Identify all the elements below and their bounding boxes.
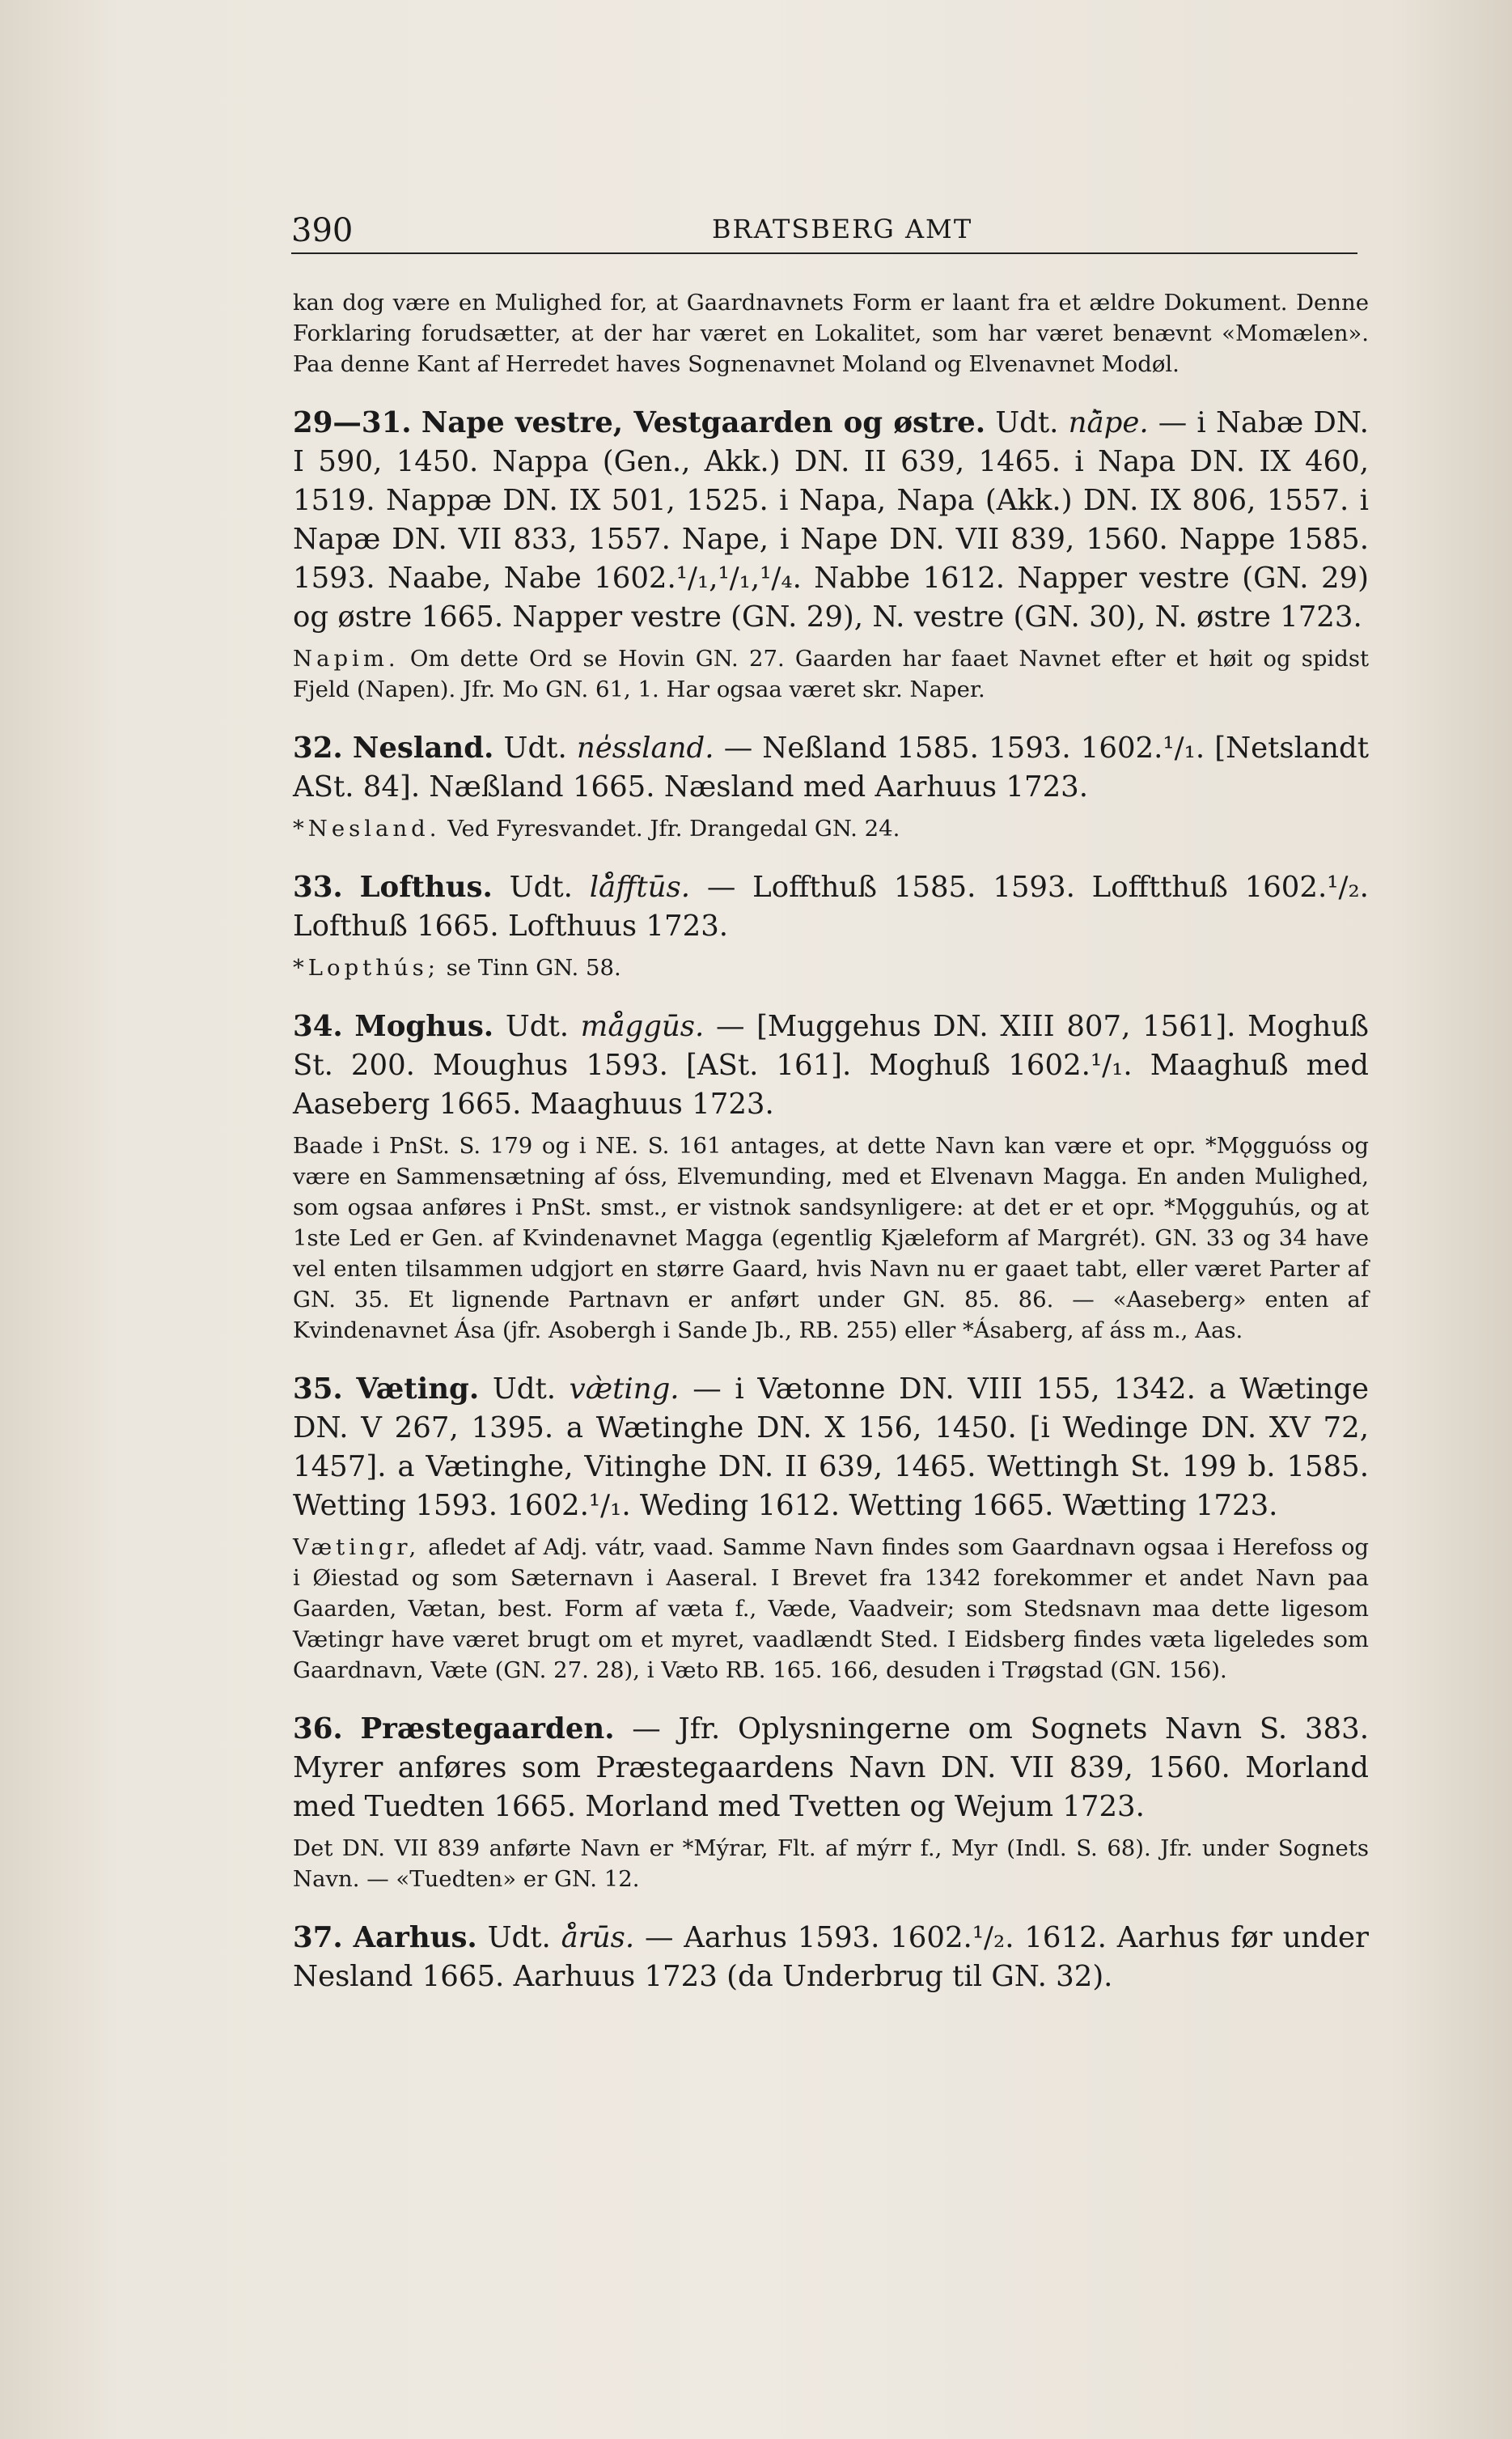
pronunciation: må̀ggūs.	[580, 1010, 705, 1043]
pronunciation: lå̀fftūs.	[589, 871, 690, 904]
pronunciation: væ̀ting.	[569, 1372, 680, 1406]
entry-name: Aarhus.	[353, 1921, 477, 1954]
entry-note	[293, 1532, 1369, 1686]
pronunciation: nā̀pe.	[1068, 406, 1149, 439]
entry-name: Væting.	[356, 1372, 480, 1406]
pronunciation: ne̍ssland.	[576, 732, 714, 765]
entry-35	[293, 1370, 1369, 1686]
entry-text: — Aarhus 1593. 1602.¹/₂. 1612. Aarhus før under Nesland 1665. Aarhuus 1723 (da Underbrug til GN. 32).	[293, 1921, 1369, 1993]
entry-main	[293, 1919, 1369, 1996]
page-header	[291, 212, 1357, 254]
entry-number: 37.	[293, 1921, 343, 1954]
note-text: Ved Fyresvandet. Jfr. Drangedal GN. 24.	[447, 816, 900, 842]
entry-text: — i Vætonne DN. VIII 155, 1342. a Wætinge DN. V 267, 1395. a Wætinghe DN. X 156, 1450. [i Wedinge DN. XV 72, 1457]. a Vætinghe, Vitinghe DN. II 639, 1465. Wettingh St. 199 b. 1585. Wetting 1593. 1602.¹/₁. Weding 1612. Wetting 1665. Wætting 1723.	[293, 1372, 1369, 1522]
entry-main	[293, 1007, 1369, 1124]
entry-number: 33.	[293, 871, 343, 904]
pronunciation: å̀rūs.	[561, 1921, 635, 1954]
entry-note	[293, 952, 1369, 983]
udt-label: Udt.	[487, 1921, 551, 1954]
note-head: *Nesland.	[293, 816, 441, 842]
entry-name: Præstegaarden.	[360, 1712, 615, 1745]
udt-label: Udt.	[503, 732, 567, 765]
entry-main	[293, 1370, 1369, 1525]
entry-text: — Jfr. Oplysningerne om Sognets Navn S. 383. Myrer anføres som Præstegaardens Navn DN. VII 839, 1560. Morland med Tuedten 1665. Morland med Tvetten og Wejum 1723.	[293, 1712, 1369, 1823]
entry-37	[293, 1919, 1369, 1996]
entry-number: 34.	[293, 1010, 343, 1043]
entry-name: Nape vestre, Vestgaarden og østre.	[421, 406, 986, 439]
entry-number: 29—31.	[293, 406, 412, 439]
entry-name: Moghus.	[354, 1010, 494, 1043]
entry-32	[293, 729, 1369, 844]
note-head: Napim.	[293, 646, 400, 672]
note-head: *Lopthús;	[293, 955, 440, 981]
entry-36	[293, 1710, 1369, 1894]
entry-33	[293, 868, 1369, 983]
entry-text: — [Muggehus DN. XIII 807, 1561]. Moghuß St. 200. Moughus 1593. [ASt. 161]. Moghuß 1602.¹/₁. Maaghuß med Aaseberg 1665. Maaghuus 1723.	[293, 1010, 1369, 1121]
running-title: BRATSBERG AMT	[712, 214, 973, 244]
entry-note	[293, 1130, 1369, 1346]
udt-label: Udt.	[995, 406, 1059, 439]
note-text: se Tinn GN. 58.	[446, 955, 621, 981]
entry-note	[293, 1833, 1369, 1894]
intro-paragraph: kan dog være en Mulighed for, at Gaardnavnets Form er laant fra et ældre Dokument. Denne Forklaring forudsætter, at der har været en Lokalitet, som har været benævnt «Momælen». Paa denne Kant af Herredet haves Sognenavnet Moland og Elvenavnet Modøl.	[293, 290, 1369, 377]
entry-text: — Loffthuß 1585. 1593. Lofftthuß 1602.¹/₂. Lofthuß 1665. Lofthuus 1723.	[293, 871, 1369, 943]
udt-label: Udt.	[492, 1372, 557, 1406]
entry-number: 36.	[293, 1712, 343, 1745]
note-text: afledet af Adj. vátr, vaad. Samme Navn findes som Gaardnavn ogsaa i Herefoss og i Øiestad og som Sæternavn i Aaseral. I Brevet fra 1342 forekommer et andet Navn paa Gaarden, Vætan, best. Form af væta f., Væde, Vaadveir; som Stedsnavn maa dette ligesom Vætingr have været brugt om et myret, vaadlændt Sted. I Eidsberg findes væta ligeledes som Gaardnavn, Væte (GN. 27. 28), i Væto RB. 165. 166, desuden i Trøgstad (GN. 156).	[293, 1534, 1369, 1683]
udt-label: Udt.	[505, 1010, 570, 1043]
note-head: Vætingr,	[293, 1534, 421, 1560]
entry-main	[293, 729, 1369, 807]
entry-number: 35.	[293, 1372, 343, 1406]
note-text: Om dette Ord se Hovin GN. 27. Gaarden har faaet Navnet efter et høit og spidst Fjeld (Napen). Jfr. Mo GN. 61, 1. Har ogsaa været skr. Naper.	[293, 646, 1369, 702]
entry-main	[293, 1710, 1369, 1826]
entry-34	[293, 1007, 1369, 1346]
entry-29-31	[293, 404, 1369, 705]
page-body	[293, 287, 1369, 1996]
entry-name: Lofthus.	[359, 871, 493, 904]
udt-label: Udt.	[509, 871, 573, 904]
entry-text: — i Nabæ DN. I 590, 1450. Nappa (Gen., Akk.) DN. II 639, 1465. i Napa DN. IX 460, 1519. Nappæ DN. IX 501, 1525. i Napa, Napa (Akk.) DN. IX 806, 1557. i Napæ DN. VII 833, 1557. Nape, i Nape DN. VII 839, 1560. Nappe 1585. 1593. Naabe, Nabe 1602.¹/₁,¹/₁,¹/₄. Nabbe 1612. Napper vestre (GN. 29) og østre 1665. Napper vestre (GN. 29), N. vestre (GN. 30), N. østre 1723.	[293, 406, 1369, 634]
entry-note	[293, 813, 1369, 844]
page-number: 390	[291, 212, 354, 249]
note-text: Baade i PnSt. S. 179 og i NE. S. 161 antages, at dette Navn kan være et opr. *Mǫgguóss og være en Sammensætning af óss, Elvemunding, med et Elvenavn Magga. En anden Mulighed, som ogsaa anføres i PnSt. smst., er vistnok sandsynligere: at det er et opr. *Mǫgguhús, og at 1ste Led er Gen. af Kvindenavnet Magga (egentlig Kjæleform af Margrét). GN. 33 og 34 have vel enten tilsammen udgjort en større Gaard, hvis Navn nu er gaaet tabt, eller været Parter af GN. 35. Et lignende Partnavn er anført under GN. 85. 86. — «Aaseberg» enten af Kvindenavnet Ása (jfr. Asobergh i Sande Jb., RB. 255) eller *Ásaberg, af áss m., Aas.	[293, 1133, 1369, 1343]
note-text: Det DN. VII 839 anførte Navn er *Mýrar, Flt. af mýrr f., Myr (Indl. S. 68). Jfr. under Sognets Navn. — «Tuedten» er GN. 12.	[293, 1835, 1369, 1892]
entry-number: 32.	[293, 732, 343, 765]
entry-name: Nesland.	[352, 732, 494, 765]
entry-note	[293, 643, 1369, 705]
entry-main	[293, 868, 1369, 946]
entry-main	[293, 404, 1369, 637]
entry-text: — Neßland 1585. 1593. 1602.¹/₁. [Netslandt ASt. 84]. Næßland 1665. Næsland med Aarhuus 1723.	[293, 732, 1370, 804]
